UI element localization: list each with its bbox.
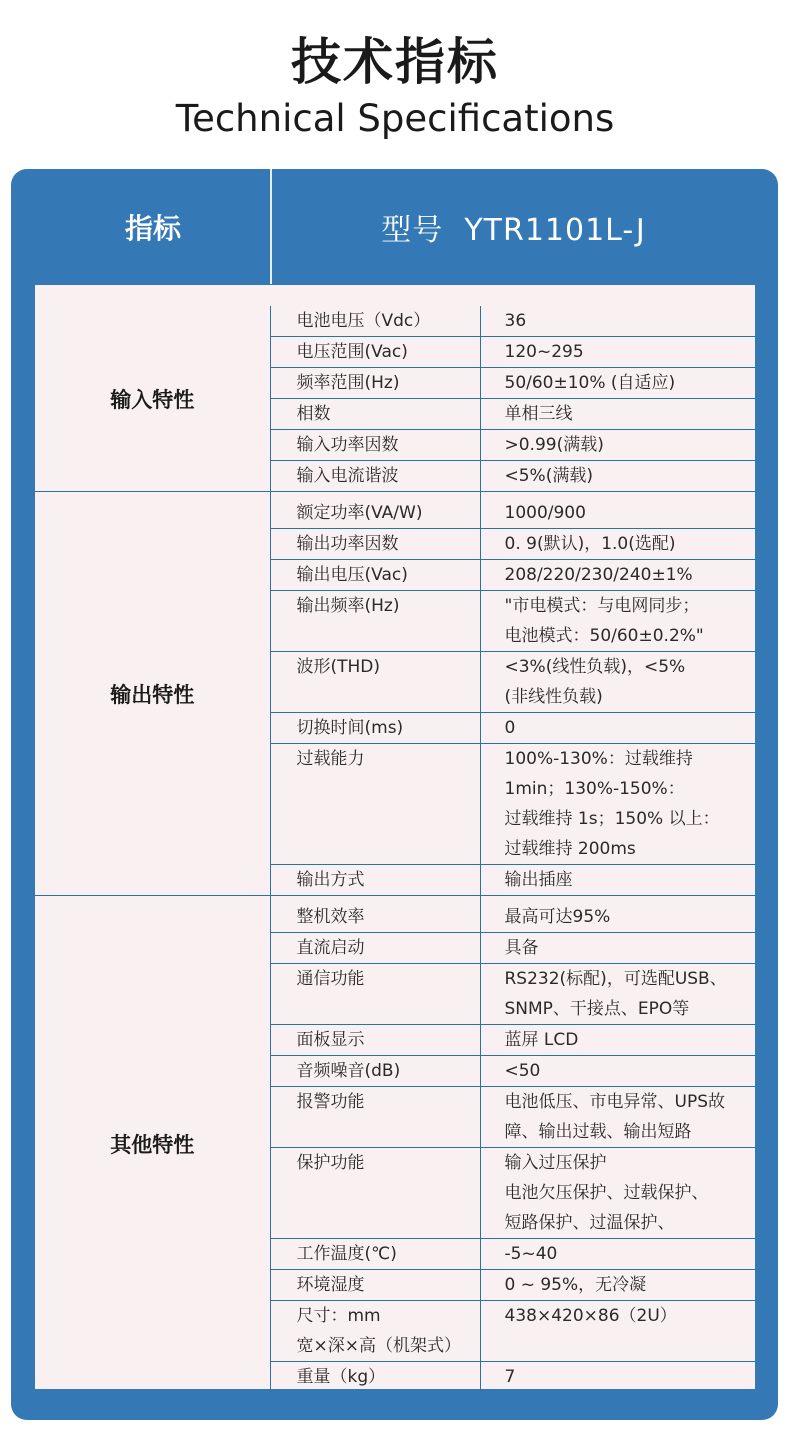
- spec-key: 工作温度(℃): [296, 1244, 397, 1264]
- spec-value-cell: [480, 1362, 755, 1393]
- spec-value: 120~295: [504, 342, 584, 362]
- spec-key-cell: [270, 306, 480, 337]
- spec-value: 输入过压保护: [504, 1153, 607, 1173]
- spec-value-cell: [480, 933, 755, 964]
- spec-value: 0: [504, 718, 516, 738]
- spec-value: >0.99(满载): [504, 435, 604, 455]
- spec-value-cell: [480, 1148, 755, 1239]
- spec-value-cell: [480, 1301, 755, 1362]
- spec-value-cell: [480, 430, 755, 461]
- spec-value: 电池模式：50/60±0.2%": [504, 626, 704, 646]
- spec-value-cell: [480, 306, 755, 337]
- spec-value: 电池低压、市电异常、UPS故: [504, 1092, 725, 1112]
- spec-key-cell: [270, 492, 480, 529]
- spec-value: 短路保护、过温保护、: [504, 1213, 675, 1233]
- spec-value: 1min；130%-150%：: [504, 779, 685, 799]
- spec-key: 报警功能: [296, 1092, 365, 1112]
- spec-key-cell: [270, 337, 480, 368]
- spec-value-cell: [480, 964, 755, 1025]
- spec-key: 波形(THD): [296, 657, 381, 677]
- spec-value: 7: [504, 1367, 516, 1387]
- spec-value-cell: [480, 560, 755, 591]
- spec-value: 50/60±10% (自适应): [504, 373, 676, 393]
- spec-value: <50: [504, 1061, 541, 1081]
- group-label: 其他特性: [35, 896, 270, 1393]
- spec-key: 整机效率: [296, 907, 365, 927]
- spec-key-cell: [270, 591, 480, 652]
- spec-row: [35, 896, 755, 933]
- spec-key-cell: [270, 964, 480, 1025]
- spec-key: 通信功能: [296, 969, 365, 989]
- spec-key-cell: [270, 399, 480, 430]
- spec-key: 宽×深×高（机架式）: [296, 1336, 461, 1356]
- spec-key: 面板显示: [296, 1030, 365, 1050]
- spec-key: 输入电流谐波: [296, 466, 399, 486]
- spec-key: 过载能力: [296, 749, 365, 769]
- header-col-model: 型号 YTR1101L-J: [381, 212, 646, 248]
- spec-value: -5~40: [504, 1244, 558, 1264]
- spec-value: 100%-130%：过载维持: [504, 749, 693, 769]
- spec-value-cell: [480, 368, 755, 399]
- spec-value: 36: [504, 311, 527, 331]
- spec-value-cell: [480, 399, 755, 430]
- spec-value-cell: [480, 492, 755, 529]
- spec-key-cell: [270, 744, 480, 865]
- page-subtitle: Technical Specifications: [175, 97, 615, 140]
- spec-value: 最高可达95%: [504, 907, 611, 927]
- spec-key: 额定功率(VA/W): [296, 503, 423, 523]
- spec-key: 电池电压（Vdc）: [296, 311, 431, 331]
- spec-value-cell: [480, 713, 755, 744]
- spec-key: 电压范围(Vac): [296, 342, 408, 362]
- spec-key: 输出电压(Vac): [296, 565, 408, 585]
- spec-key: 输出频率(Hz): [296, 596, 400, 616]
- group-label: 输出特性: [35, 492, 270, 896]
- spec-value: 438×420×86（2U）: [504, 1306, 677, 1326]
- spec-key-cell: [270, 529, 480, 560]
- spec-value: 蓝屏 LCD: [504, 1030, 579, 1050]
- group-label: 输入特性: [110, 387, 195, 412]
- spec-key-cell: [270, 652, 480, 713]
- header-col-indicator: 指标: [124, 211, 181, 245]
- spec-value-cell: [480, 744, 755, 865]
- spec-key: 输出功率因数: [296, 534, 399, 554]
- spec-key-cell: [270, 430, 480, 461]
- spec-value: 输出插座: [504, 870, 573, 890]
- spec-key: 环境湿度: [296, 1275, 365, 1295]
- spec-value: "市电模式：与电网同步；: [504, 596, 700, 616]
- spec-key: 输出方式: [296, 870, 365, 890]
- spec-key-cell: [270, 1087, 480, 1148]
- spec-row: [35, 492, 755, 529]
- spec-value-cell: [480, 896, 755, 933]
- spec-value-cell: [480, 1056, 755, 1087]
- spec-value-cell: [480, 1239, 755, 1270]
- spec-value-cell: [480, 1270, 755, 1301]
- spec-key-cell: [270, 933, 480, 964]
- spec-value: (非线性负载): [504, 687, 603, 707]
- spec-key: 相数: [296, 404, 331, 424]
- spec-key-cell: [270, 1056, 480, 1087]
- spec-key-cell: [270, 1301, 480, 1362]
- spec-value: 具备: [504, 938, 539, 958]
- spec-value-cell: [480, 461, 755, 492]
- spec-value-cell: [480, 337, 755, 368]
- spec-key-cell: [270, 1239, 480, 1270]
- spec-key-cell: [270, 1025, 480, 1056]
- spec-value: 208/220/230/240±1%: [504, 565, 693, 585]
- spec-value-cell: [480, 591, 755, 652]
- spec-value-cell: [480, 865, 755, 896]
- spec-value: <3%(线性负载)，<5%: [504, 657, 686, 677]
- spec-row: [35, 306, 755, 337]
- spec-key-cell: [270, 896, 480, 933]
- spec-key: 音频噪音(dB): [296, 1061, 401, 1081]
- spec-key: 输入功率因数: [296, 435, 399, 455]
- spec-key: 保护功能: [296, 1153, 365, 1173]
- spec-table: [35, 306, 755, 1392]
- spec-value-cell: [480, 529, 755, 560]
- spec-key-cell: [270, 461, 480, 492]
- spec-value: SNMP、干接点、EPO等: [504, 999, 690, 1019]
- spec-key-cell: [270, 713, 480, 744]
- spec-key: 直流启动: [296, 938, 365, 958]
- spec-value: <5%(满载): [504, 466, 593, 486]
- spec-value-cell: [480, 1025, 755, 1056]
- spec-value: 0 ~ 95%，无冷凝: [504, 1275, 647, 1295]
- spec-key: 尺寸：mm: [296, 1306, 381, 1326]
- spec-value: 单相三线: [504, 404, 573, 424]
- page-title: 技术指标: [291, 33, 499, 91]
- spec-value: 过载维持 1s；150% 以上：: [504, 809, 720, 829]
- spec-value: RS232(标配)，可选配USB、: [504, 969, 727, 989]
- spec-value-cell: [480, 652, 755, 713]
- spec-value: 0. 9(默认)，1.0(选配): [504, 534, 676, 554]
- spec-key-cell: [270, 368, 480, 399]
- spec-key: 切换时间(ms): [296, 718, 404, 738]
- spec-value: 1000/900: [504, 503, 586, 523]
- spec-key-cell: [270, 560, 480, 591]
- spec-key: 重量（kg）: [296, 1367, 386, 1387]
- spec-key-cell: [270, 1362, 480, 1393]
- spec-value: 过载维持 200ms: [504, 839, 636, 859]
- spec-value-cell: [480, 1087, 755, 1148]
- spec-key-cell: [270, 1148, 480, 1239]
- spec-value: 电池欠压保护、过载保护、: [504, 1183, 709, 1203]
- spec-key-cell: [270, 865, 480, 896]
- spec-value: 障、输出过载、输出短路: [504, 1122, 692, 1142]
- spec-key-cell: [270, 1270, 480, 1301]
- spec-key: 频率范围(Hz): [296, 373, 400, 393]
